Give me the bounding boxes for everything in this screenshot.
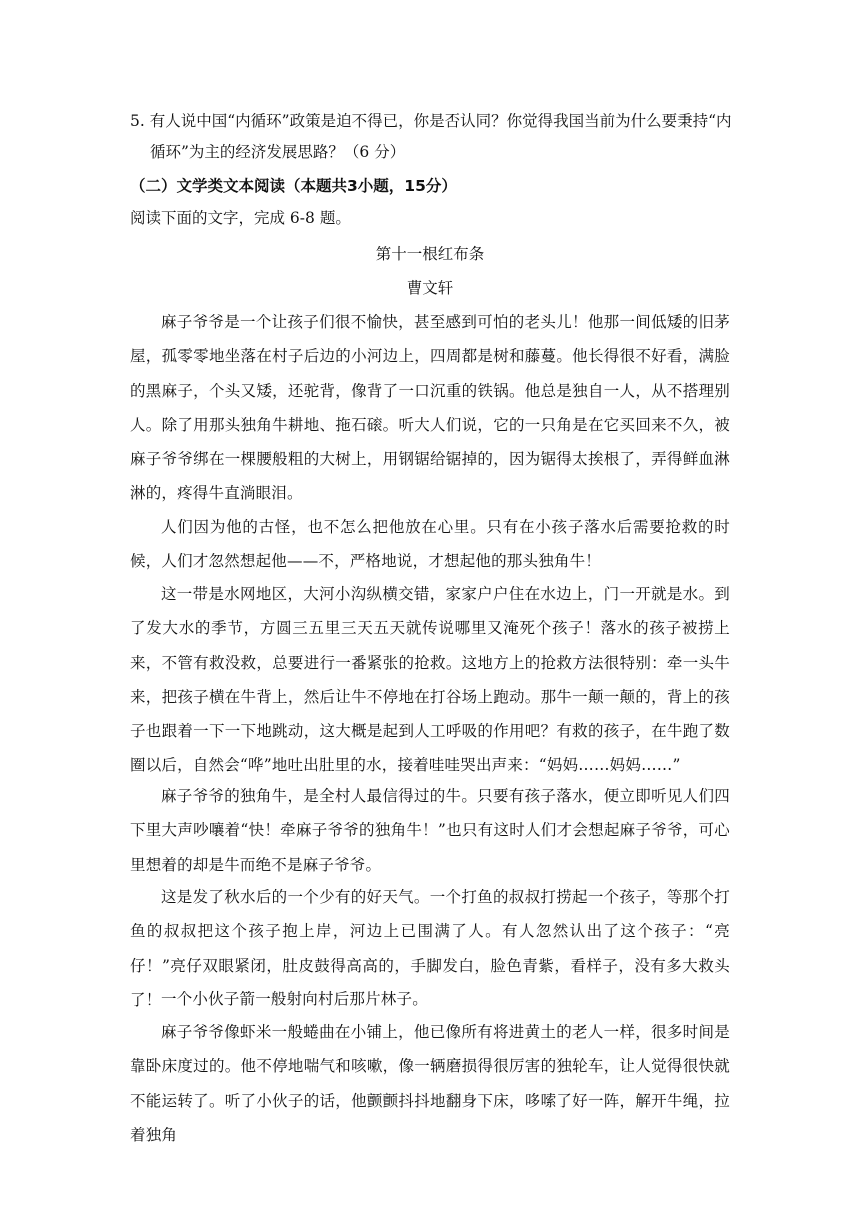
article-paragraph-5: 这是发了秋水后的一个少有的好天气。一个打鱼的叔叔打捞起一个孩子，等那个打鱼的叔叔把这个孩子抱上岸，河边上已围满了人。有人忽然认出了这个孩子：“亮仔！”亮仔双眼紧闭，肚皮鼓得高高的，手脚发白，脸色青紫，看样子，没有多大救头了！	[130, 888, 730, 1009]
section-heading: （二）文学类文本阅读（本题共3小题，15分）	[130, 177, 457, 195]
article-author: 曹文轩	[406, 279, 454, 297]
article-paragraph-1: 麻子爷爷是一个让孩子们很不愉快，甚至感到可怕的老头儿！他那一间低矮的旧茅屋，孤零零地坐落在村子后边的小河边上，四周都是树和藤蔓。他长得很不好看，满脸的黑麻子，个头又矮，还驼背，像背了一口沉重的铁锅。他总是独自一人，从不搭理别人。除了用那头独角牛耕地、拖石磙。听大人们说，它的一只角是在它买回来不久，被麻子爷爷绑在一棵腰般粗的大树上，用钢锯给锯掉的，因为锯得太挨根了，弄得鲜血淋淋的，疼得牛直淌眼泪。	[130, 313, 730, 503]
article-paragraph-6: 一个小伙子箭一般射向村后那片林子。	[161, 990, 428, 1008]
article-title: 第十一根红布条	[375, 245, 485, 263]
question-5-line-2: 循环”为主的经济发展思路？（6 分）	[150, 143, 406, 161]
article-paragraph-4: 麻子爷爷的独角牛，是全村人最信得过的牛。只要有孩子落水，便立即听见人们四下里大声吵嚷着“快！牵麻子爷爷的独角牛！”也只有这时人们才会想起麻子爷爷，可心里想着的却是牛而绝不是麻子爷爷。	[130, 787, 730, 874]
section-instruction: 阅读下面的文字，完成 6-8 题。	[130, 209, 351, 227]
article-paragraph-2: 人们因为他的古怪，也不怎么把他放在心里。只有在小孩子落水后需要抢救的时候，人们才忽然想起他——不，严格地说，才想起他的那头独角牛！	[130, 518, 730, 571]
question-5-line-1: 5. 有人说中国“内循环”政策是迫不得已，你是否认同？你觉得我国当前为什么要秉持“内	[130, 112, 732, 130]
article-paragraph-7: 麻子爷爷像虾米一般蜷曲在小铺上，他已像所有将进黄土的老人一样，很多时间是靠卧床度过的。他不停地喘气和咳嗽，像一辆磨损得很厉害的独轮车，让人觉得很快就不能运转了。听了小伙子的话，他颤颤抖抖地翻身下床，哆嗦了好一阵，解开牛绳，拉着独角	[130, 1023, 730, 1144]
article-paragraph-3: 这一带是水网地区，大河小沟纵横交错，家家户户住在水边上，门一开就是水。到了发大水的季节，方圆三五里三天五天就传说哪里又淹死个孩子！落水的孩子被捞上来，不管有救没救，总要进行一番紧张的抢救。这地方上的抢救方法很特别：牵一头牛来，把孩子横在牛背上，然后让牛不停地在打谷场上跑动。那牛一颠一颠的，背上的孩子也跟着一下一下地跳动，这大概是起到人工呼吸的作用吧？有救的孩子，在牛跑了数圈以后，自然会“哗”地吐出肚里的水，接着哇哇哭出声来：“妈妈……妈妈……”	[130, 585, 730, 775]
